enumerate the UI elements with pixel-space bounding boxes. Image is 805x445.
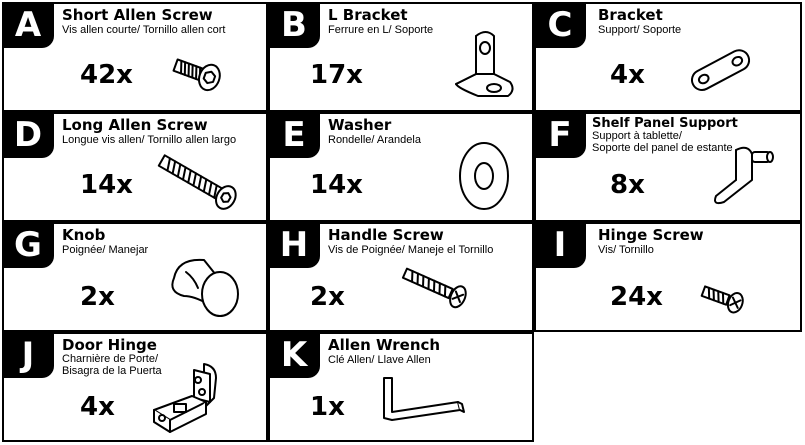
- hinge-screw-icon: [700, 282, 750, 316]
- part-letter: G: [2, 222, 54, 268]
- l-bracket-icon: [448, 28, 518, 104]
- part-title: Handle Screw: [328, 226, 444, 244]
- part-c-cell: [534, 2, 802, 112]
- part-quantity: 42x: [80, 60, 133, 90]
- part-a-cell: [2, 2, 268, 112]
- part-title: Bracket: [598, 6, 663, 24]
- part-title: Long Allen Screw: [62, 116, 208, 134]
- part-quantity: 4x: [610, 60, 645, 90]
- part-letter: D: [2, 112, 54, 158]
- part-h-cell: [268, 222, 534, 332]
- part-g-cell: [2, 222, 268, 332]
- part-i-cell: [534, 222, 802, 332]
- part-quantity: 2x: [310, 282, 345, 312]
- part-quantity: 4x: [80, 392, 115, 422]
- part-letter: H: [268, 222, 320, 268]
- part-subtitle: Support à tablette/: [592, 130, 682, 142]
- part-quantity: 14x: [80, 170, 133, 200]
- door-hinge-icon: [144, 358, 228, 440]
- part-subtitle: Rondelle/ Arandela: [328, 134, 421, 146]
- part-quantity: 14x: [310, 170, 363, 200]
- part-title: Door Hinge: [62, 336, 157, 354]
- long-allen-screw-icon: [154, 150, 244, 214]
- part-subtitle: Charnière de Porte/: [62, 353, 158, 365]
- part-title: Allen Wrench: [328, 336, 441, 354]
- part-quantity: 24x: [610, 282, 663, 312]
- part-subtitle: Vis/ Tornillo: [598, 244, 654, 256]
- handle-screw-icon: [400, 262, 472, 312]
- part-subtitle-2: Soporte del panel de estante: [592, 142, 733, 154]
- part-subtitle: Ferrure en L/ Soporte: [328, 24, 434, 36]
- part-letter: E: [268, 112, 320, 158]
- bracket-icon: [686, 46, 756, 96]
- part-k-cell: [268, 332, 534, 442]
- part-title: L Bracket: [328, 6, 408, 24]
- part-subtitle-2: Bisagra de la Puerta: [62, 365, 162, 377]
- part-letter: C: [534, 2, 586, 48]
- short-allen-screw-icon: [172, 54, 228, 94]
- part-letter: J: [2, 332, 54, 378]
- part-f-cell: [534, 112, 802, 222]
- part-quantity: 8x: [610, 170, 645, 200]
- part-j-cell: [2, 332, 268, 442]
- part-quantity: 2x: [80, 282, 115, 312]
- part-letter: B: [268, 2, 320, 48]
- part-subtitle: Support/ Soporte: [598, 24, 682, 36]
- part-subtitle: Longue vis allen/ Tornillo allen largo: [62, 134, 237, 146]
- part-subtitle: Clé Allen/ Llave Allen: [328, 354, 431, 366]
- part-title: Short Allen Screw: [62, 6, 213, 24]
- shelf-panel-support-icon: [706, 140, 786, 212]
- knob-icon: [164, 248, 248, 322]
- part-b-cell: [268, 2, 534, 112]
- allen-wrench-icon: [380, 374, 464, 424]
- part-letter: A: [2, 2, 54, 48]
- part-title: Shelf Panel Support: [592, 116, 738, 131]
- part-e-cell: [268, 112, 534, 222]
- washer-icon: [454, 136, 514, 216]
- part-title: Knob: [62, 226, 106, 244]
- part-quantity: 1x: [310, 392, 345, 422]
- part-subtitle: Vis allen courte/ Tornillo allen cort: [62, 24, 226, 36]
- part-letter: K: [268, 332, 320, 378]
- part-subtitle: Vis de Poignée/ Maneje el Tornillo: [328, 244, 494, 256]
- part-subtitle: Poignée/ Manejar: [62, 244, 149, 256]
- part-quantity: 17x: [310, 60, 363, 90]
- part-title: Washer: [328, 116, 392, 134]
- part-letter: I: [534, 222, 586, 268]
- part-letter: F: [534, 112, 586, 158]
- part-title: Hinge Screw: [598, 226, 704, 244]
- part-d-cell: [2, 112, 268, 222]
